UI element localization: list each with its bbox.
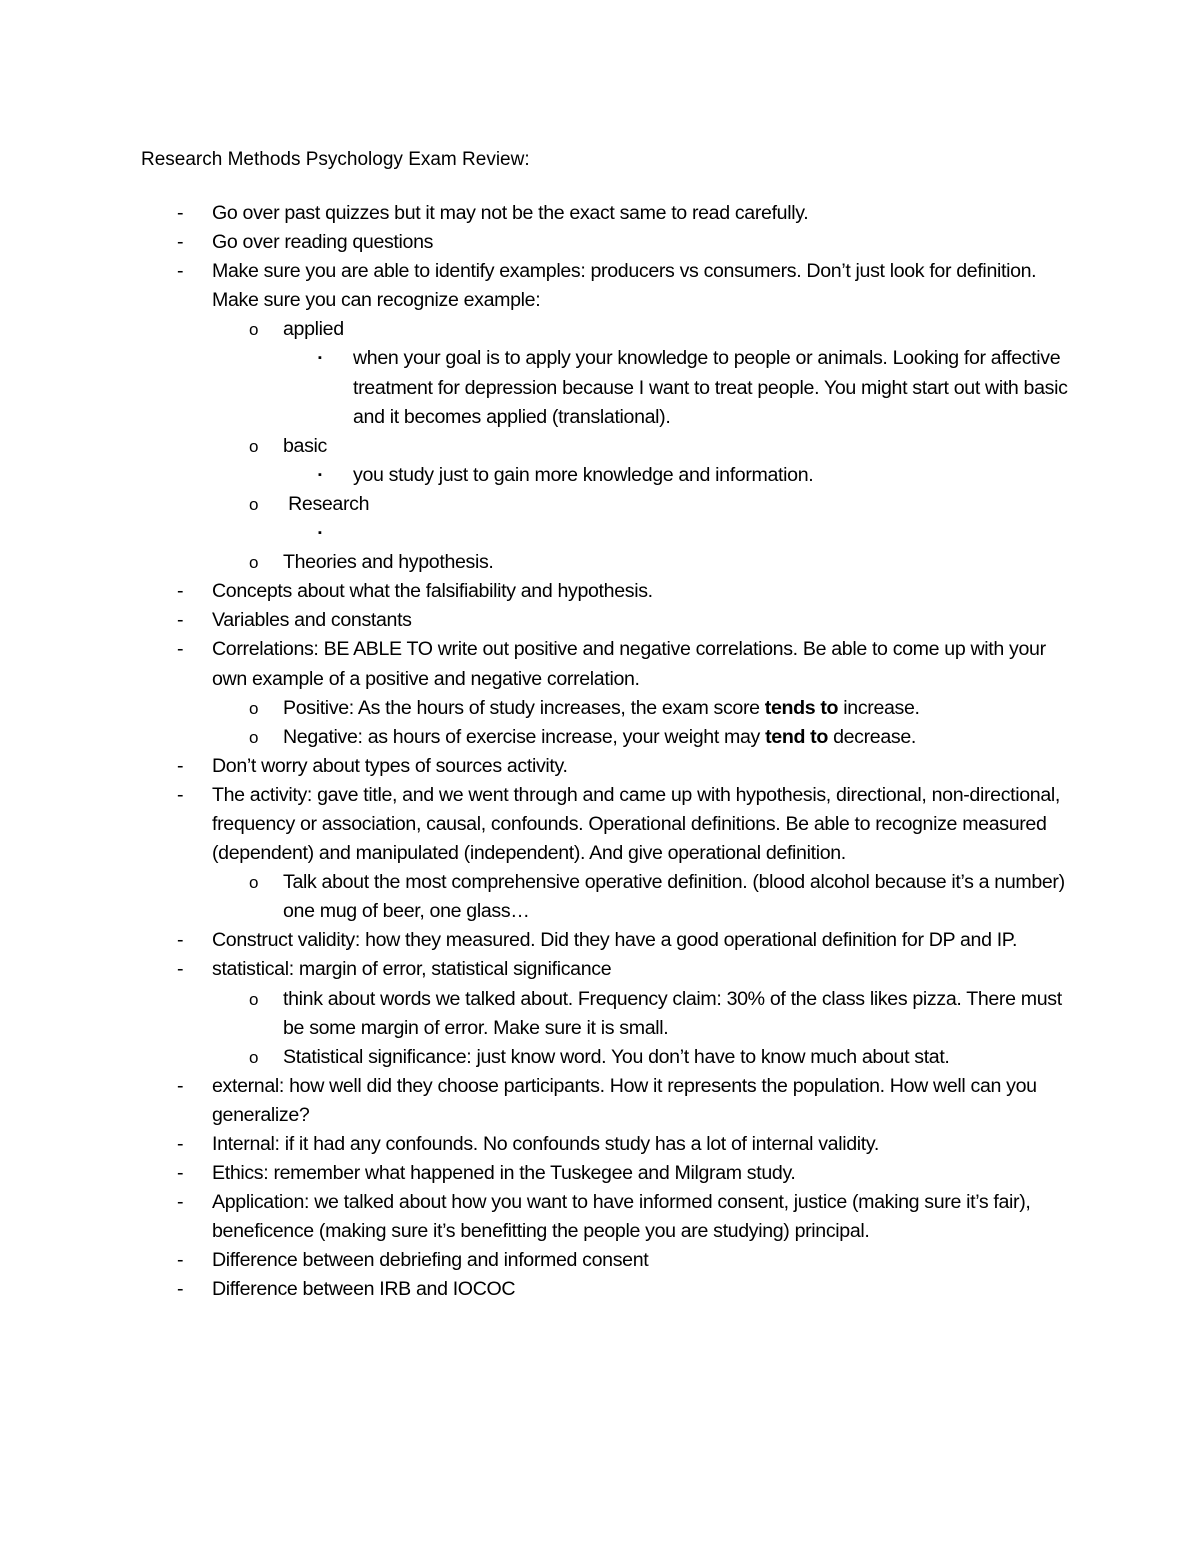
dash-bullet: - [177, 260, 184, 283]
sub-list-item-text: applied [283, 318, 344, 341]
list-item [0, 926, 1200, 955]
sub-list-item [0, 985, 1200, 1043]
list-item-text: Construct validity: how they measured. Did they have a good operational definition for DP and IP. [212, 929, 1018, 952]
list-item-text: external: how well did they choose participants. How it represents the population. How well can you generalize? [212, 1074, 1037, 1126]
sub-list-item-text: Statistical significance: just know word. You don’t have to know much about stat. [283, 1045, 950, 1068]
negative-text-start: Negative: as hours of exercise increase, your weight may [283, 725, 766, 748]
list-item [0, 1159, 1200, 1188]
positive-text-end: increase. [838, 696, 920, 719]
list-item-text: Correlations: BE ABLE TO write out positive and negative correlations. Be able to come up with your own example of a positive and negative correlation. [212, 638, 1046, 690]
sub-list-item [0, 548, 1200, 577]
sub-list-item [0, 490, 1200, 519]
list-item-text: Application: we talked about how you want to have informed consent, justice (making sure it’s fair), beneficence (making sure it’s benefitting the people you are studying) principal. [212, 1191, 1031, 1243]
dash-bullet: - [177, 609, 184, 632]
empty-text [353, 519, 1073, 548]
list-item [0, 1246, 1200, 1275]
dash-bullet: - [177, 1133, 184, 1155]
list-item-text: Make sure you are able to identify examples: producers vs consumers. Don’t just look for definition. Make sure you can recognize example: [212, 260, 1037, 312]
dash-bullet: - [177, 580, 184, 603]
negative-emphasis: tend to [765, 725, 828, 748]
sub-list-item [0, 315, 1200, 344]
list-item [0, 1275, 1200, 1304]
dash-bullet: - [177, 929, 184, 952]
negative-text-end: decrease. [827, 725, 916, 748]
circle-bullet-icon: o [249, 494, 259, 514]
dash-bullet: - [177, 783, 184, 806]
sub-list-item-text: Talk about the most comprehensive operative definition. (blood alcohol because it’s a number) one mug of beer, one glass… [283, 871, 1065, 923]
dash-bullet: - [177, 231, 184, 254]
list-item [0, 635, 1200, 693]
list-item-text: Don’t worry about types of sources activity. [212, 754, 568, 777]
list-item [0, 606, 1200, 635]
circle-bullet-icon: o [249, 989, 259, 1009]
sub-list-item-text [283, 694, 1073, 723]
sub-sub-list-item [0, 461, 1200, 490]
sub-sub-list-item [0, 344, 1200, 431]
list-item [0, 1130, 1200, 1159]
sub-sub-list-item-empty [0, 519, 1200, 548]
list-item [0, 781, 1200, 868]
sub-list-item-text [283, 723, 1073, 752]
list-item-text: statistical: margin of error, statistical significance [212, 958, 612, 981]
list-item [0, 1188, 1200, 1246]
dash-bullet: - [177, 638, 184, 661]
circle-bullet-icon: o [249, 320, 259, 340]
sub-list-item [0, 432, 1200, 461]
sub-list-item [0, 723, 1200, 752]
circle-bullet-icon: o [249, 873, 259, 893]
sub-list-item [0, 694, 1200, 723]
list-item-text: Difference between debriefing and informed consent [212, 1249, 649, 1272]
list-item [0, 228, 1200, 257]
list-item-text: The activity: gave title, and we went through and came up with hypothesis, directional, non-directional, frequency or association, causal, confounds. Operational definitions. Be able to recognize measured (dependent) and manipulated (independent). And give operational definition. [212, 783, 1060, 865]
list-item-text: Concepts about what the falsifiability and hypothesis. [212, 580, 653, 603]
positive-emphasis: tends to [764, 696, 839, 719]
list-item-text: Ethics: remember what happened in the Tuskegee and Milgram study. [212, 1162, 796, 1185]
sub-list-item [0, 1043, 1200, 1072]
dash-bullet: - [177, 1162, 184, 1185]
list-item [0, 199, 1200, 228]
list-item [0, 752, 1200, 781]
sub-list-item-text: Theories and hypothesis. [283, 551, 494, 574]
list-item-text: Difference between IRB and IOCOC [212, 1278, 516, 1301]
square-bullet-icon: ▪ [318, 352, 322, 365]
dash-bullet: - [177, 1249, 184, 1272]
document-body [0, 199, 1200, 1305]
list-item [0, 577, 1200, 606]
list-item-text: Internal: if it had any confounds. No confounds study has a lot of internal validity. [212, 1133, 879, 1155]
document-title: Research Methods Psychology Exam Review: [141, 149, 530, 170]
sub-list-item [0, 868, 1200, 926]
sub-sub-list-item-text: you study just to gain more knowledge and information. [353, 463, 814, 486]
dash-bullet: - [177, 1278, 184, 1301]
square-bullet-icon: ▪ [318, 527, 322, 540]
dash-bullet: - [177, 958, 184, 981]
list-item-text: Variables and constants [212, 609, 412, 632]
sub-list-item-text: Research [283, 492, 370, 515]
dash-bullet: - [177, 202, 184, 224]
list-item [0, 955, 1200, 984]
list-item-text: Go over reading questions [212, 231, 434, 254]
sub-list-item-text: basic [283, 434, 327, 457]
dash-bullet: - [177, 754, 184, 777]
sub-list-item-text: think about words we talked about. Frequency claim: 30% of the class likes pizza. There must be some margin of error. Make sure it is small. [283, 987, 1062, 1039]
list-item [0, 1072, 1200, 1130]
circle-bullet-icon: o [249, 727, 259, 747]
sub-sub-list-item-text: when your goal is to apply your knowledge to people or animals. Looking for affective treatment for depression because I want to treat people. You might start out with basic and it becomes applied (translational). [353, 347, 1068, 428]
dash-bullet: - [177, 1191, 184, 1214]
positive-text-start: Positive: As the hours of study increases, the exam score [283, 696, 765, 719]
list-item [0, 257, 1200, 315]
dash-bullet: - [177, 1074, 184, 1097]
circle-bullet-icon: o [249, 1047, 259, 1067]
circle-bullet-icon: o [249, 553, 259, 573]
list-item-text: Go over past quizzes but it may not be the exact same to read carefully. [212, 202, 809, 224]
square-bullet-icon: ▪ [318, 468, 322, 481]
circle-bullet-icon: o [249, 436, 259, 456]
circle-bullet-icon: o [249, 698, 259, 718]
